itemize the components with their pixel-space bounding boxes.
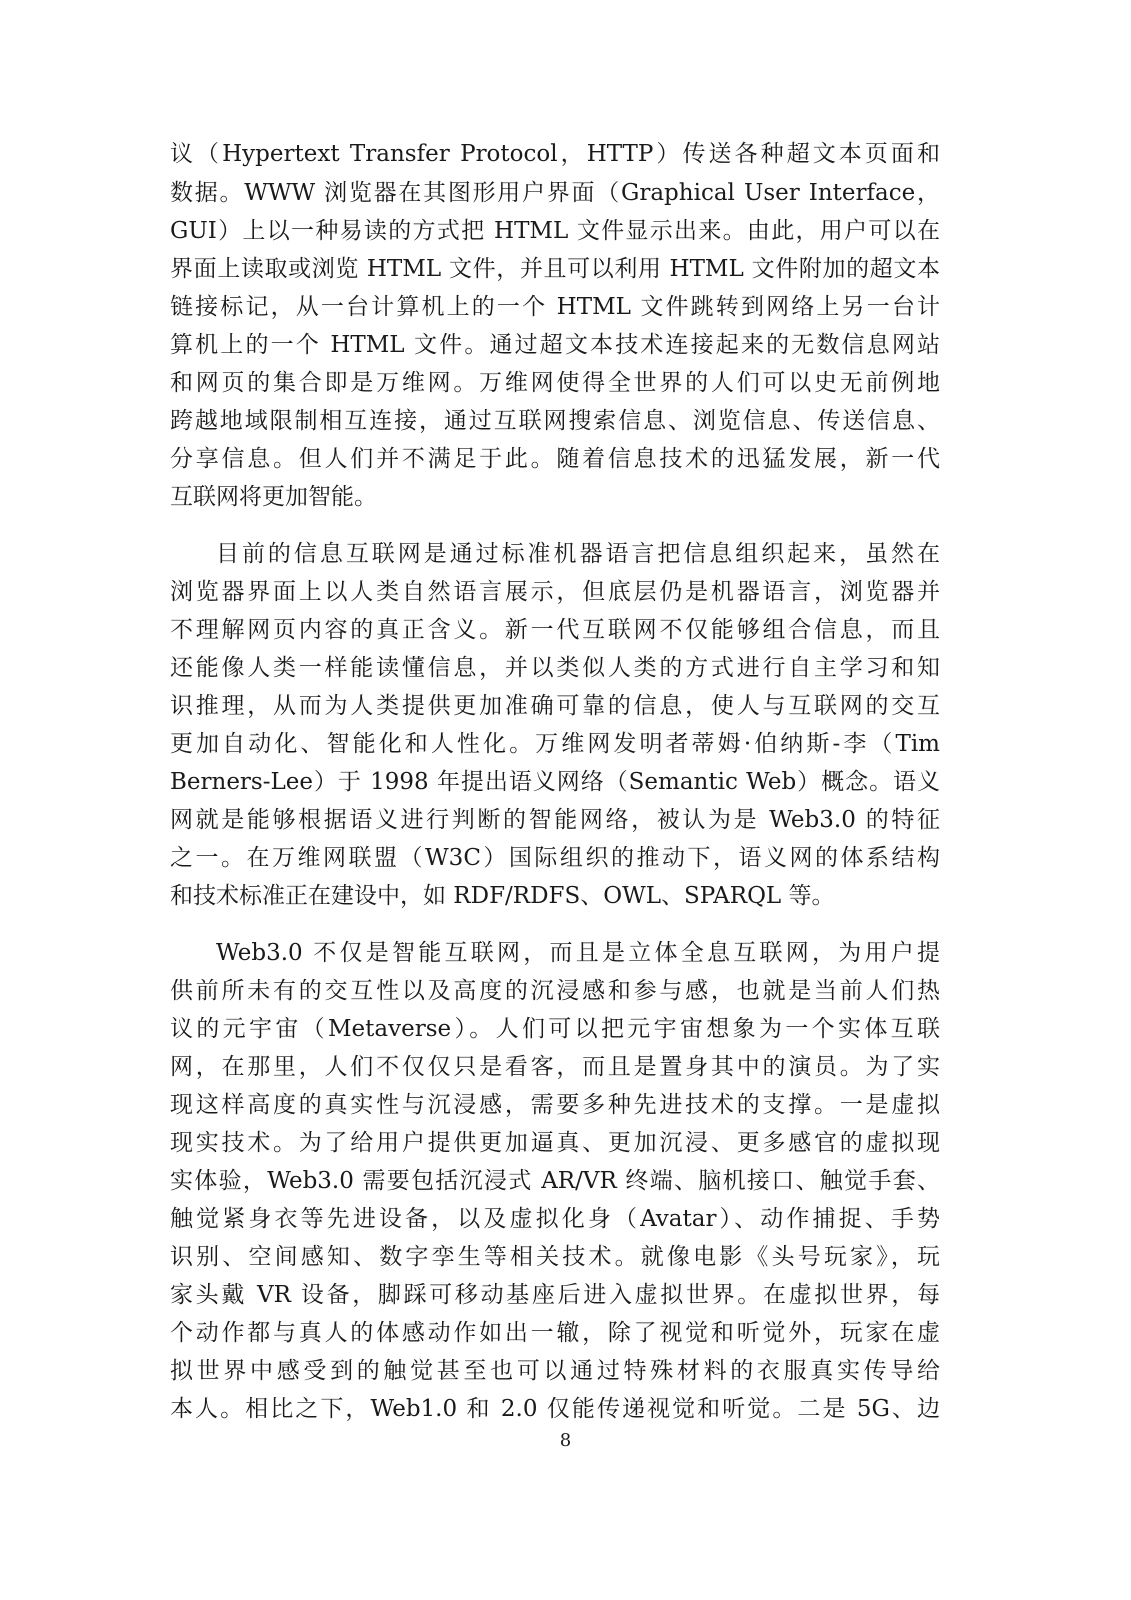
text-line: 更加自动化、智能化和人性化。万维网发明者蒂姆·伯纳斯-李（Tim xyxy=(170,731,940,757)
text-line: 数据。WWW 浏览器在其图形用户界面（Graphical User Interface， xyxy=(170,180,940,206)
text-line: 识别、空间感知、数字孪生等相关技术。就像电影《头号玩家》，玩 xyxy=(170,1244,940,1270)
text-line: 目前的信息互联网是通过标准机器语言把信息组织起来，虽然在 xyxy=(216,541,940,567)
text-line: 个动作都与真人的体感动作如出一辙，除了视觉和听觉外，玩家在虚 xyxy=(170,1320,940,1346)
text-line: 链接标记，从一台计算机上的一个 HTML 文件跳转到网络上另一台计 xyxy=(170,294,940,320)
text-line: 网，在那里，人们不仅仅只是看客，而且是置身其中的演员。为了实 xyxy=(170,1054,940,1080)
text-line: 和网页的集合即是万维网。万维网使得全世界的人们可以史无前例地 xyxy=(170,370,940,396)
text-line: 界面上读取或浏览 HTML 文件，并且可以利用 HTML 文件附加的超文本 xyxy=(170,256,940,282)
text-line: 网就是能够根据语义进行判断的智能网络，被认为是 Web3.0 的特征 xyxy=(170,807,940,833)
text-line: 算机上的一个 HTML 文件。通过超文本技术连接起来的无数信息网站 xyxy=(170,332,940,358)
text-line: 议（Hypertext Transfer Protocol，HTTP）传送各种超文本页面和 xyxy=(170,141,940,167)
text-line: 实体验，Web3.0 需要包括沉浸式 AR/VR 终端、脑机接口、触觉手套、 xyxy=(170,1168,940,1194)
text-line: 和技术标准正在建设中，如 RDF/RDFS、OWL、SPARQL 等。 xyxy=(170,883,835,909)
text-line: GUI）上以一种易读的方式把 HTML 文件显示出来。由此，用户可以在 xyxy=(170,218,940,244)
text-line: 现实技术。为了给用户提供更加逼真、更加沉浸、更多感官的虚拟现 xyxy=(170,1130,940,1156)
text-line: 不理解网页内容的真正含义。新一代互联网不仅能够组合信息，而且 xyxy=(170,617,940,643)
page-number: 8 xyxy=(559,1430,572,1451)
text-line: 分享信息。但人们并不满足于此。随着信息技术的迅猛发展，新一代 xyxy=(170,446,940,472)
text-line: 议的元宇宙（Metaverse）。人们可以把元宇宙想象为一个实体互联 xyxy=(170,1016,940,1042)
text-line: 拟世界中感受到的触觉甚至也可以通过特殊材料的衣服真实传导给 xyxy=(170,1358,940,1384)
text-line: 还能像人类一样能读懂信息，并以类似人类的方式进行自主学习和知 xyxy=(170,655,940,681)
text-line: 互联网将更加智能。 xyxy=(170,484,377,510)
text-line: 现这样高度的真实性与沉浸感，需要多种先进技术的支撑。一是虚拟 xyxy=(170,1092,940,1118)
text-line: Web3.0 不仅是智能互联网，而且是立体全息互联网，为用户提 xyxy=(216,940,940,966)
text-line: 识推理，从而为人类提供更加准确可靠的信息，使人与互联网的交互 xyxy=(170,693,940,719)
text-line: 之一。在万维网联盟（W3C）国际组织的推动下，语义网的体系结构 xyxy=(170,845,940,871)
text-line: 跨越地域限制相互连接，通过互联网搜索信息、浏览信息、传送信息、 xyxy=(170,408,940,434)
text-line: 供前所未有的交互性以及高度的沉浸感和参与感，也就是当前人们热 xyxy=(170,978,940,1004)
text-line: 本人。相比之下，Web1.0 和 2.0 仅能传递视觉和听觉。二是 5G、边 xyxy=(170,1396,940,1422)
text-line: Berners-Lee）于 1998 年提出语义网络（Semantic Web）概念。语义 xyxy=(170,769,940,795)
text-line: 触觉紧身衣等先进设备，以及虚拟化身（Avatar）、动作捕捉、手势 xyxy=(170,1206,940,1232)
text-line: 浏览器界面上以人类自然语言展示，但底层仍是机器语言，浏览器并 xyxy=(170,579,940,605)
text-line: 家头戴 VR 设备，脚踩可移动基座后进入虚拟世界。在虚拟世界，每 xyxy=(170,1282,940,1308)
